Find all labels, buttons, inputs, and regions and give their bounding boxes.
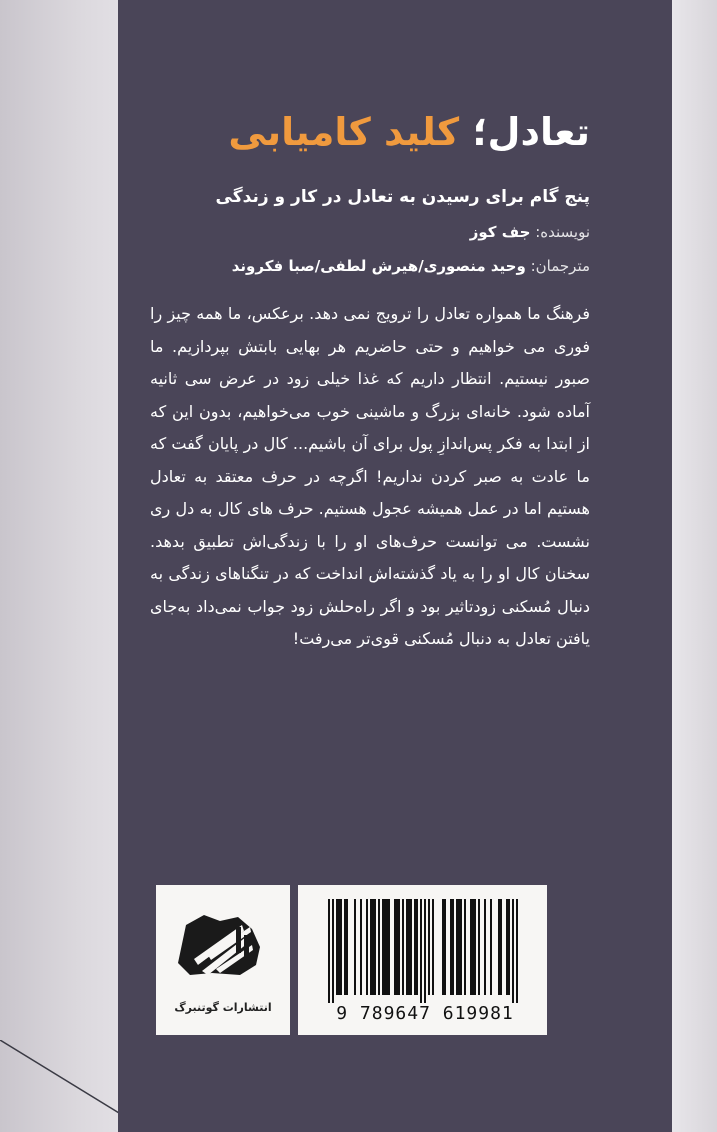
barcode-bar (394, 899, 396, 995)
barcode-bar (500, 899, 502, 995)
barcode-bar (336, 899, 338, 995)
publisher-logo-icon (156, 885, 290, 997)
barcode-bar (512, 899, 514, 1003)
barcode-bar (472, 899, 474, 995)
blurb-text (150, 298, 590, 656)
barcode-bar (360, 899, 362, 995)
barcode-bar (450, 899, 452, 995)
barcode-bar (474, 899, 476, 995)
background-left-panel (0, 0, 118, 1132)
barcode-bar (508, 899, 510, 995)
barcode-bar (388, 899, 390, 995)
barcode-bar (428, 899, 430, 995)
barcode-bar (398, 899, 400, 995)
barcode-bar (416, 899, 418, 995)
barcode-bar (338, 899, 340, 995)
barcode-bar (340, 899, 342, 995)
barcode-bar (396, 899, 398, 995)
barcode-bar (378, 899, 380, 995)
publisher-logo-box (156, 885, 290, 1035)
barcode-bar (458, 899, 460, 995)
barcode-bar (386, 899, 388, 995)
barcode-bar (470, 899, 472, 995)
barcode-bar (414, 899, 416, 995)
barcode-bar (442, 899, 444, 995)
barcode-bar (516, 899, 518, 1003)
barcode-bar (498, 899, 500, 995)
title-part2: کلید کامیابی (228, 110, 460, 154)
barcode-bar (408, 899, 410, 995)
barcode-bar (420, 899, 422, 1003)
barcode-bar (344, 899, 346, 995)
barcode-bar (328, 899, 330, 1003)
barcode-box (298, 885, 547, 1035)
barcode-bar (384, 899, 386, 995)
barcode-bar (382, 899, 384, 995)
barcode-bar (346, 899, 348, 995)
author-label: نویسنده: (535, 223, 590, 241)
barcode-bar (402, 899, 404, 995)
barcode-bar (464, 899, 466, 995)
barcode-bar (366, 899, 368, 995)
barcode-bar (424, 899, 426, 1003)
background-right-panel (672, 0, 717, 1132)
barcode-bar (432, 899, 434, 995)
barcode-bar (478, 899, 480, 995)
barcode-bar (460, 899, 462, 995)
translator-label: مترجمان: (530, 257, 590, 275)
barcode-bar (452, 899, 454, 995)
publisher-name: انتشارات گوتنبرگ (174, 1001, 272, 1014)
barcode-bar (490, 899, 492, 995)
barcode-bar (332, 899, 334, 1003)
barcode-bar (410, 899, 412, 995)
title-separator: ؛ (472, 110, 488, 154)
book-subtitle: پنج گام برای رسیدن به تعادل در کار و زندگی (215, 187, 590, 207)
barcode-bar (506, 899, 508, 995)
barcode-bar (374, 899, 376, 995)
barcode-bar (484, 899, 486, 995)
author-credit (470, 221, 590, 243)
barcode-bar (354, 899, 356, 995)
book-title (228, 108, 590, 156)
barcode-digits: 9 789647 619981 (336, 1003, 514, 1024)
barcode-bar (370, 899, 372, 995)
barcode-bar (456, 899, 458, 995)
author-name: جف کوز (469, 223, 531, 241)
barcode-bar (372, 899, 374, 995)
barcode-bar (406, 899, 408, 995)
barcode-bar (444, 899, 446, 995)
translator-names: وحید منصوری/هیرش لطفی/صبا فکروند (231, 257, 526, 275)
title-part1: تعادل (487, 110, 590, 154)
barcode-icon (298, 885, 547, 1005)
blurb-paragraph: فرهنگ ما همواره تعادل را ترویج نمی دهد. برعکس، ما همه چیز را فوری می خواهیم و حتی حاضریم هر بهایی بابتش بپردازیم. ما صبور نیستیم. انتظار داریم که غذا خیلی زود در عرض سی ثانیه آماده شود. خانه‌ای بزرگ و ماشینی خوب می‌خواهیم، بدون این که از ابتدا به فکر پس‌اندازِ پول برای آن باشیم... کال در پایان گفت که ما عادت به صبر کردن نداریم! اگرچه در حرف معتقد به تعادل هستیم اما در عمل همیشه عجول هستیم. حرف های کال به دل ری نشست. می توانست حرف‌های او را با زندگی‌اش تطبیق بدهد. سخنان کال او را به یاد گذشته‌اش انداخت که در تنگناهای زندگی به دنبال مُسکنی زودتاثیر بود و اگر راه‌حلش زود جواب نمی‌داد به‌جای یافتن تعادل به دنبال مُسکنی قوی‌تر می‌رفت! (150, 304, 590, 648)
translator-credit (232, 255, 590, 277)
